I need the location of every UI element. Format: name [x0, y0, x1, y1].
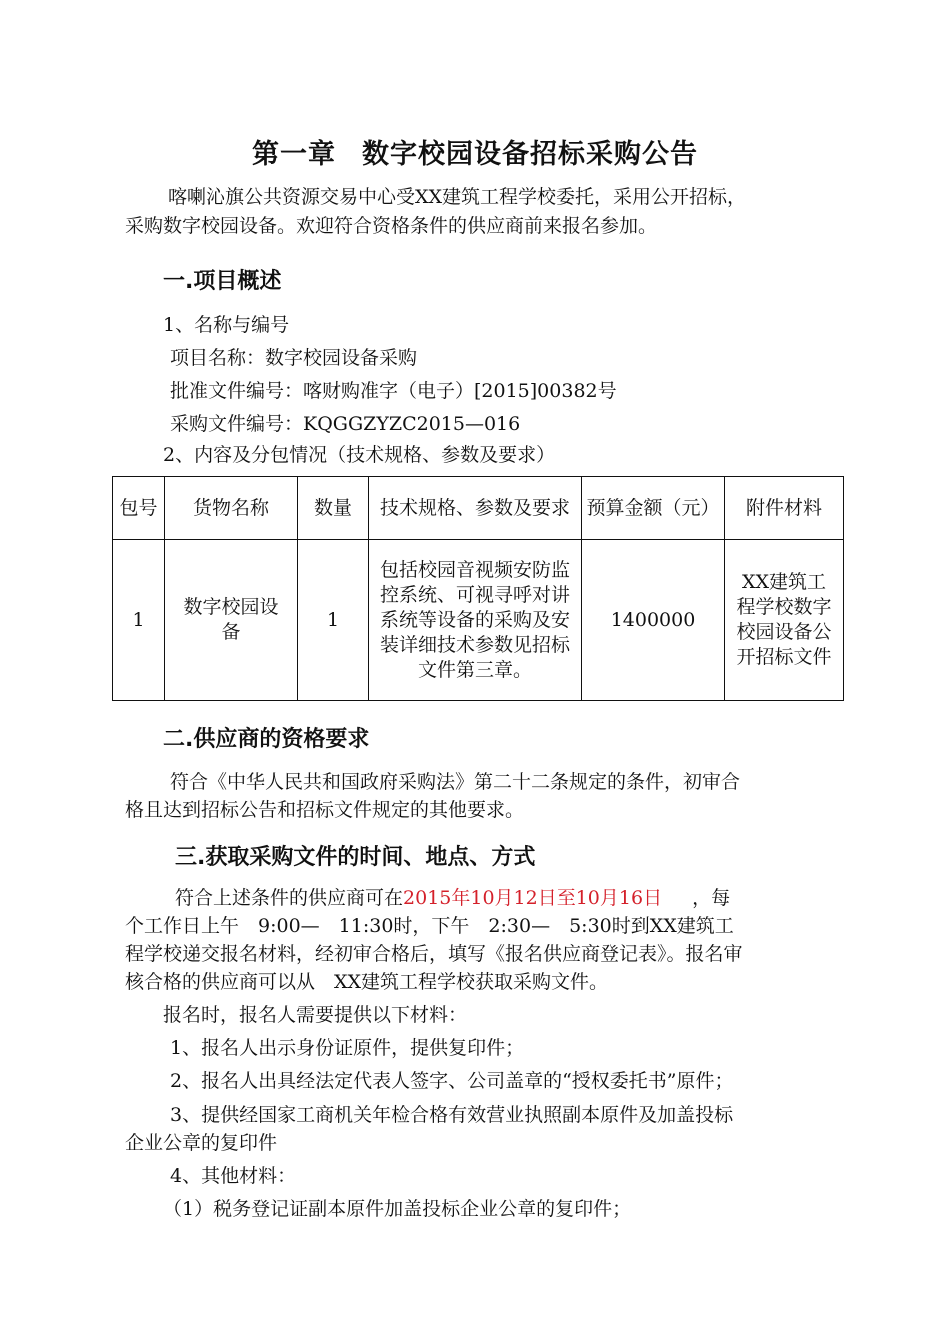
requirement-4-1: （1）税务登记证副本原件加盖投标企业公章的复印件； — [163, 1198, 632, 1220]
qualification-line-1: 符合《中华人民共和国政府采购法》第二十二条规定的条件，初审合 — [170, 771, 741, 793]
requirements-intro: 报名时，报名人需要提供以下材料： — [163, 1004, 468, 1026]
cell-budget: 1400000 — [582, 540, 725, 701]
intro-line-1: 喀喇沁旗公共资源交易中心受XX建筑工程学校委托，采用公开招标， — [168, 186, 747, 208]
requirement-4: 4、其他材料： — [170, 1165, 297, 1187]
cell-goods: 数字校园设备 — [165, 540, 298, 701]
header-package: 包号 — [113, 477, 165, 540]
approval-number: 批准文件编号：喀财购准字（电子）[2015]00382号 — [170, 380, 617, 402]
obtain-line-4: 核合格的供应商可以从 XX建筑工程学校获取采购文件。 — [125, 971, 609, 993]
goods-table — [112, 476, 844, 701]
chapter-label: 第一章 — [252, 139, 336, 170]
intro-line-2: 采购数字校园设备。欢迎符合资格条件的供应商前来报名参加。 — [125, 215, 658, 237]
header-goods: 货物名称 — [165, 477, 298, 540]
obtain-line-2: 个工作日上午 9:00— 11:30时，下午 2:30— 5:30时到XX建筑工 — [125, 915, 734, 937]
subheading-content-packages: 2、内容及分包情况（技术规格、参数及要求） — [163, 444, 556, 466]
chapter-title: 数字校园设备招标采购公告 — [362, 139, 698, 170]
requirement-3-line-2: 企业公章的复印件 — [125, 1132, 278, 1154]
purchase-number: 采购文件编号：KQGGZYZC2015—016 — [170, 413, 521, 435]
obtain-line-1-post: ，每 — [692, 887, 731, 909]
table-row — [113, 540, 844, 701]
header-spec: 技术规格、参数及要求 — [369, 477, 582, 540]
qualification-line-2: 格且达到招标公告和招标文件规定的其他要求。 — [125, 799, 525, 821]
cell-spec: 包括校园音视频安防监控系统、可视寻呼对讲系统等设备的采购及安装详细技术参数见招标文件第三章。 — [369, 540, 582, 701]
section-1-heading: 一.项目概述 — [163, 269, 282, 294]
registration-date-range: 2015年10月12日至10月16日 — [403, 887, 663, 909]
header-budget: 预算金额（元） — [582, 477, 725, 540]
section-2-heading: 二.供应商的资格要求 — [163, 727, 370, 752]
cell-attachment: XX建筑工程学校数字校园设备公开招标文件 — [725, 540, 844, 701]
header-attachment: 附件材料 — [725, 477, 844, 540]
section-3-heading: 三.获取采购文件的时间、地点、方式 — [175, 845, 536, 870]
requirement-1: 1、报名人出示身份证原件，提供复印件； — [170, 1037, 525, 1059]
cell-quantity: 1 — [298, 540, 369, 701]
table-header-row — [113, 477, 844, 540]
obtain-line-3: 程学校递交报名材料，经初审合格后，填写《报名供应商登记表》。报名审 — [125, 943, 743, 965]
requirement-3-line-1: 3、提供经国家工商机关年检合格有效营业执照副本原件及加盖投标 — [170, 1104, 734, 1126]
header-quantity: 数量 — [298, 477, 369, 540]
project-name: 项目名称：数字校园设备采购 — [170, 347, 418, 369]
subheading-name-number: 1、名称与编号 — [163, 314, 290, 336]
requirement-2: 2、报名人出具经法定代表人签字、公司盖章的“授权委托书”原件； — [170, 1070, 734, 1092]
obtain-line-1-pre: 符合上述条件的供应商可在 — [175, 887, 404, 909]
page-title — [0, 132, 950, 171]
obtain-line-1 — [175, 884, 730, 912]
cell-package: 1 — [113, 540, 165, 701]
